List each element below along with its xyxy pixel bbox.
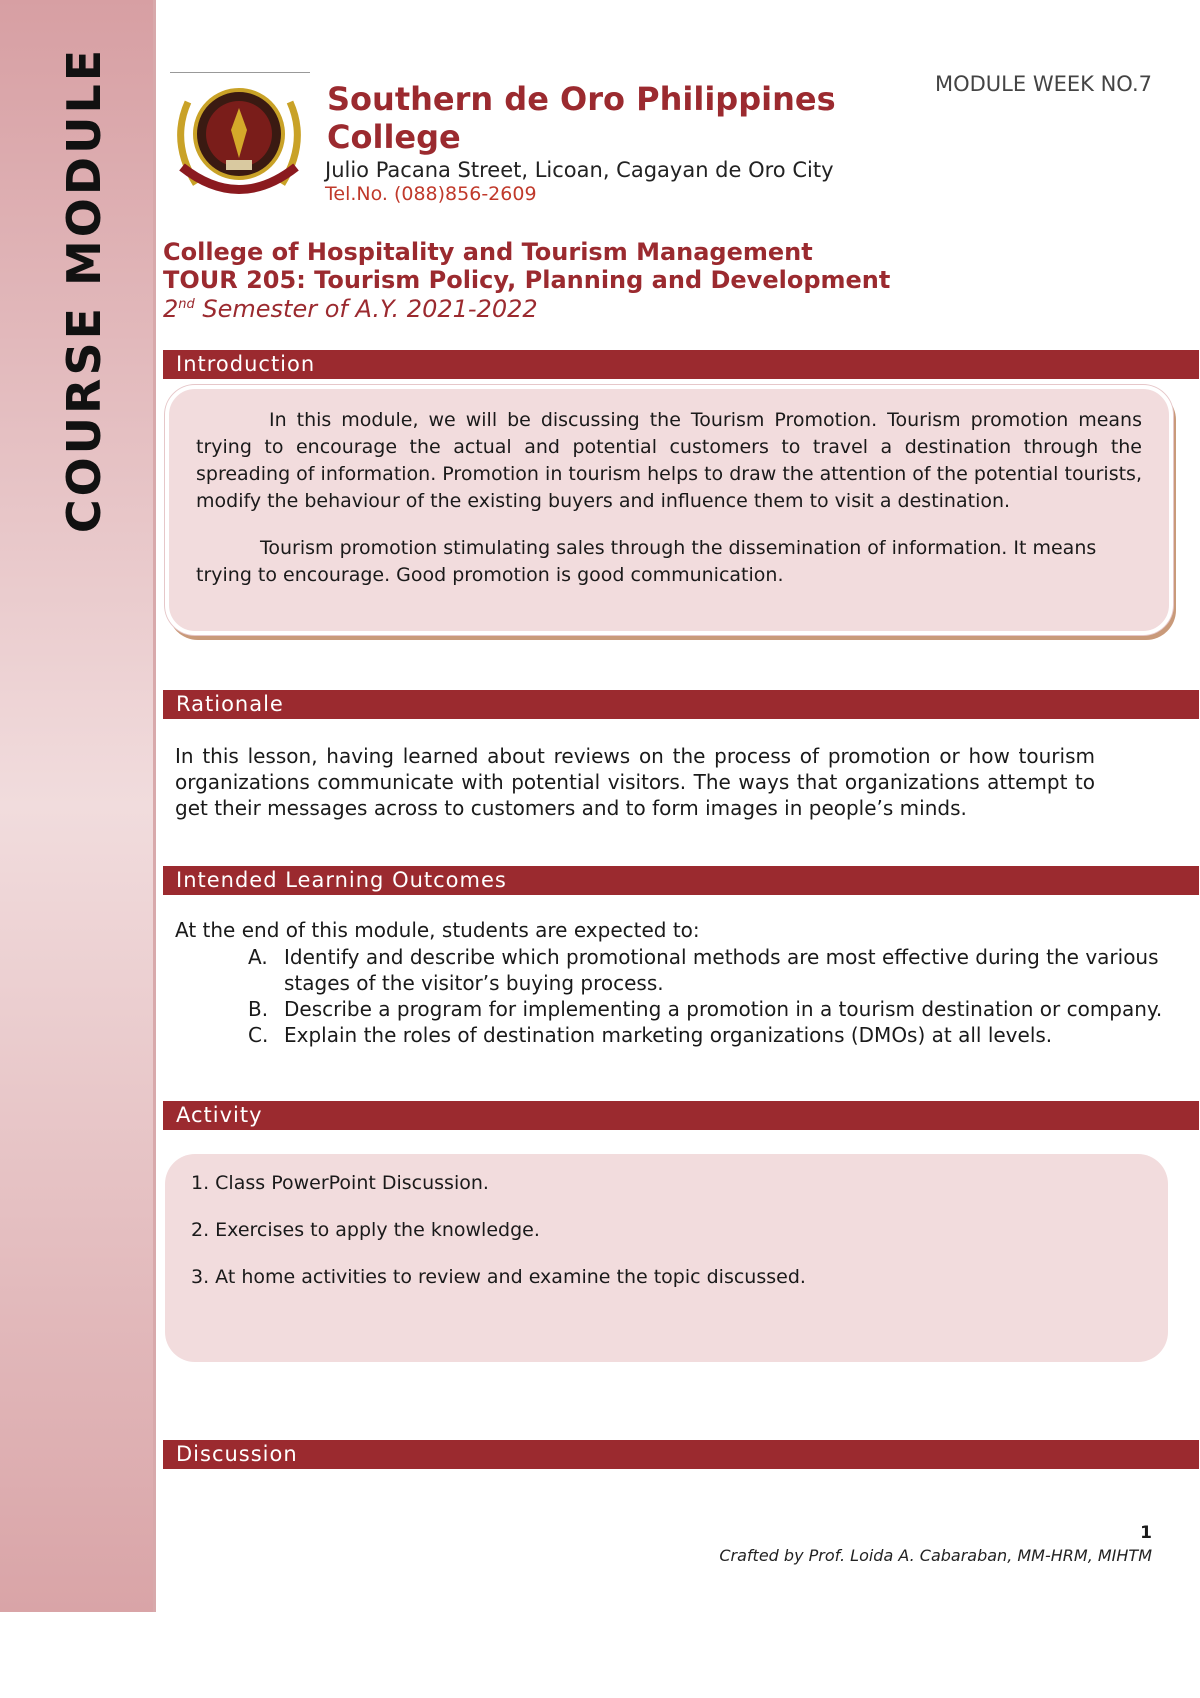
semester-ordinal: nd: [178, 297, 195, 312]
list-item: [248, 944, 1176, 996]
school-telephone: Tel.No. (088)856-2609: [325, 183, 537, 205]
activity-item: 3. At home activities to review and examine the topic discussed.: [191, 1266, 806, 1288]
school-address: Julio Pacana Street, Licoan, Cagayan de Oro City: [325, 158, 834, 182]
school-name: Southern de Oro Philippines College: [327, 80, 836, 156]
college-seal-logo: [168, 72, 310, 204]
section-header-learning-outcomes: Intended Learning Outcomes: [163, 866, 1199, 895]
course-title: TOUR 205: Tourism Policy, Planning and Development: [163, 266, 891, 294]
list-item: [248, 996, 1176, 1022]
course-module-title: COURSE MODULE: [57, 46, 111, 534]
learning-outcomes-list: [248, 944, 1176, 1048]
list-item-text: Describe a program for implementing a promotion in a tourism destination or company.: [284, 997, 1163, 1021]
learning-outcomes-intro: At the end of this module, students are expected to:: [175, 918, 700, 942]
introduction-paragraph-2: Tourism promotion stimulating sales through the dissemination of information. It means trying to encourage. Good promotion is good communication.: [196, 537, 1097, 586]
semester-rest: Semester of A.Y. 2021-2022: [194, 295, 538, 323]
section-header-introduction: Introduction: [163, 350, 1199, 379]
section-header-discussion: Discussion: [163, 1440, 1199, 1469]
page-number: 1: [1140, 1523, 1152, 1543]
activity-box: [165, 1154, 1168, 1362]
introduction-box: [165, 385, 1173, 635]
module-week-label: MODULE WEEK NO.7: [934, 72, 1152, 96]
activity-item: 2. Exercises to apply the knowledge.: [191, 1219, 540, 1241]
semester-label: [163, 295, 538, 323]
rationale-text: In this lesson, having learned about reviews on the process of promotion or how tourism organizations communicate with potential visitors. The ways that organizations attempt to get their messages across to customers and to form images in people’s minds.: [175, 744, 1095, 820]
semester-number: 2: [163, 295, 179, 323]
section-header-activity: Activity: [163, 1101, 1199, 1130]
list-item: [248, 1022, 1176, 1048]
activity-item: 1. Class PowerPoint Discussion.: [191, 1172, 489, 1194]
list-item-text: Explain the roles of destination marketing organizations (DMOs) at all levels.: [284, 1023, 1053, 1047]
list-item-letter: C.: [248, 1023, 269, 1047]
list-item-text: Identify and describe which promotional methods are most effective during the various stages of the visitor’s buying process.: [284, 945, 1159, 995]
crafted-by-credit: Crafted by Prof. Loida A. Cabaraban, MM-HRM, MIHTM: [719, 1546, 1152, 1565]
introduction-paragraph-1: In this module, we will be discussing the Tourism Promotion. Tourism promotion means trying to encourage the actual and potential customers to travel a destination through the spreading of information. Promotion in tourism helps to draw the attention of the potential tourists, modify the behaviour of the existing buyers and influence them to visit a destination.: [196, 409, 1142, 512]
list-item-letter: B.: [248, 997, 269, 1021]
college-name: College of Hospitality and Tourism Management: [163, 238, 813, 266]
list-item-letter: A.: [248, 945, 268, 969]
section-header-rationale: Rationale: [163, 690, 1199, 719]
sidebar-band: [0, 0, 156, 1612]
